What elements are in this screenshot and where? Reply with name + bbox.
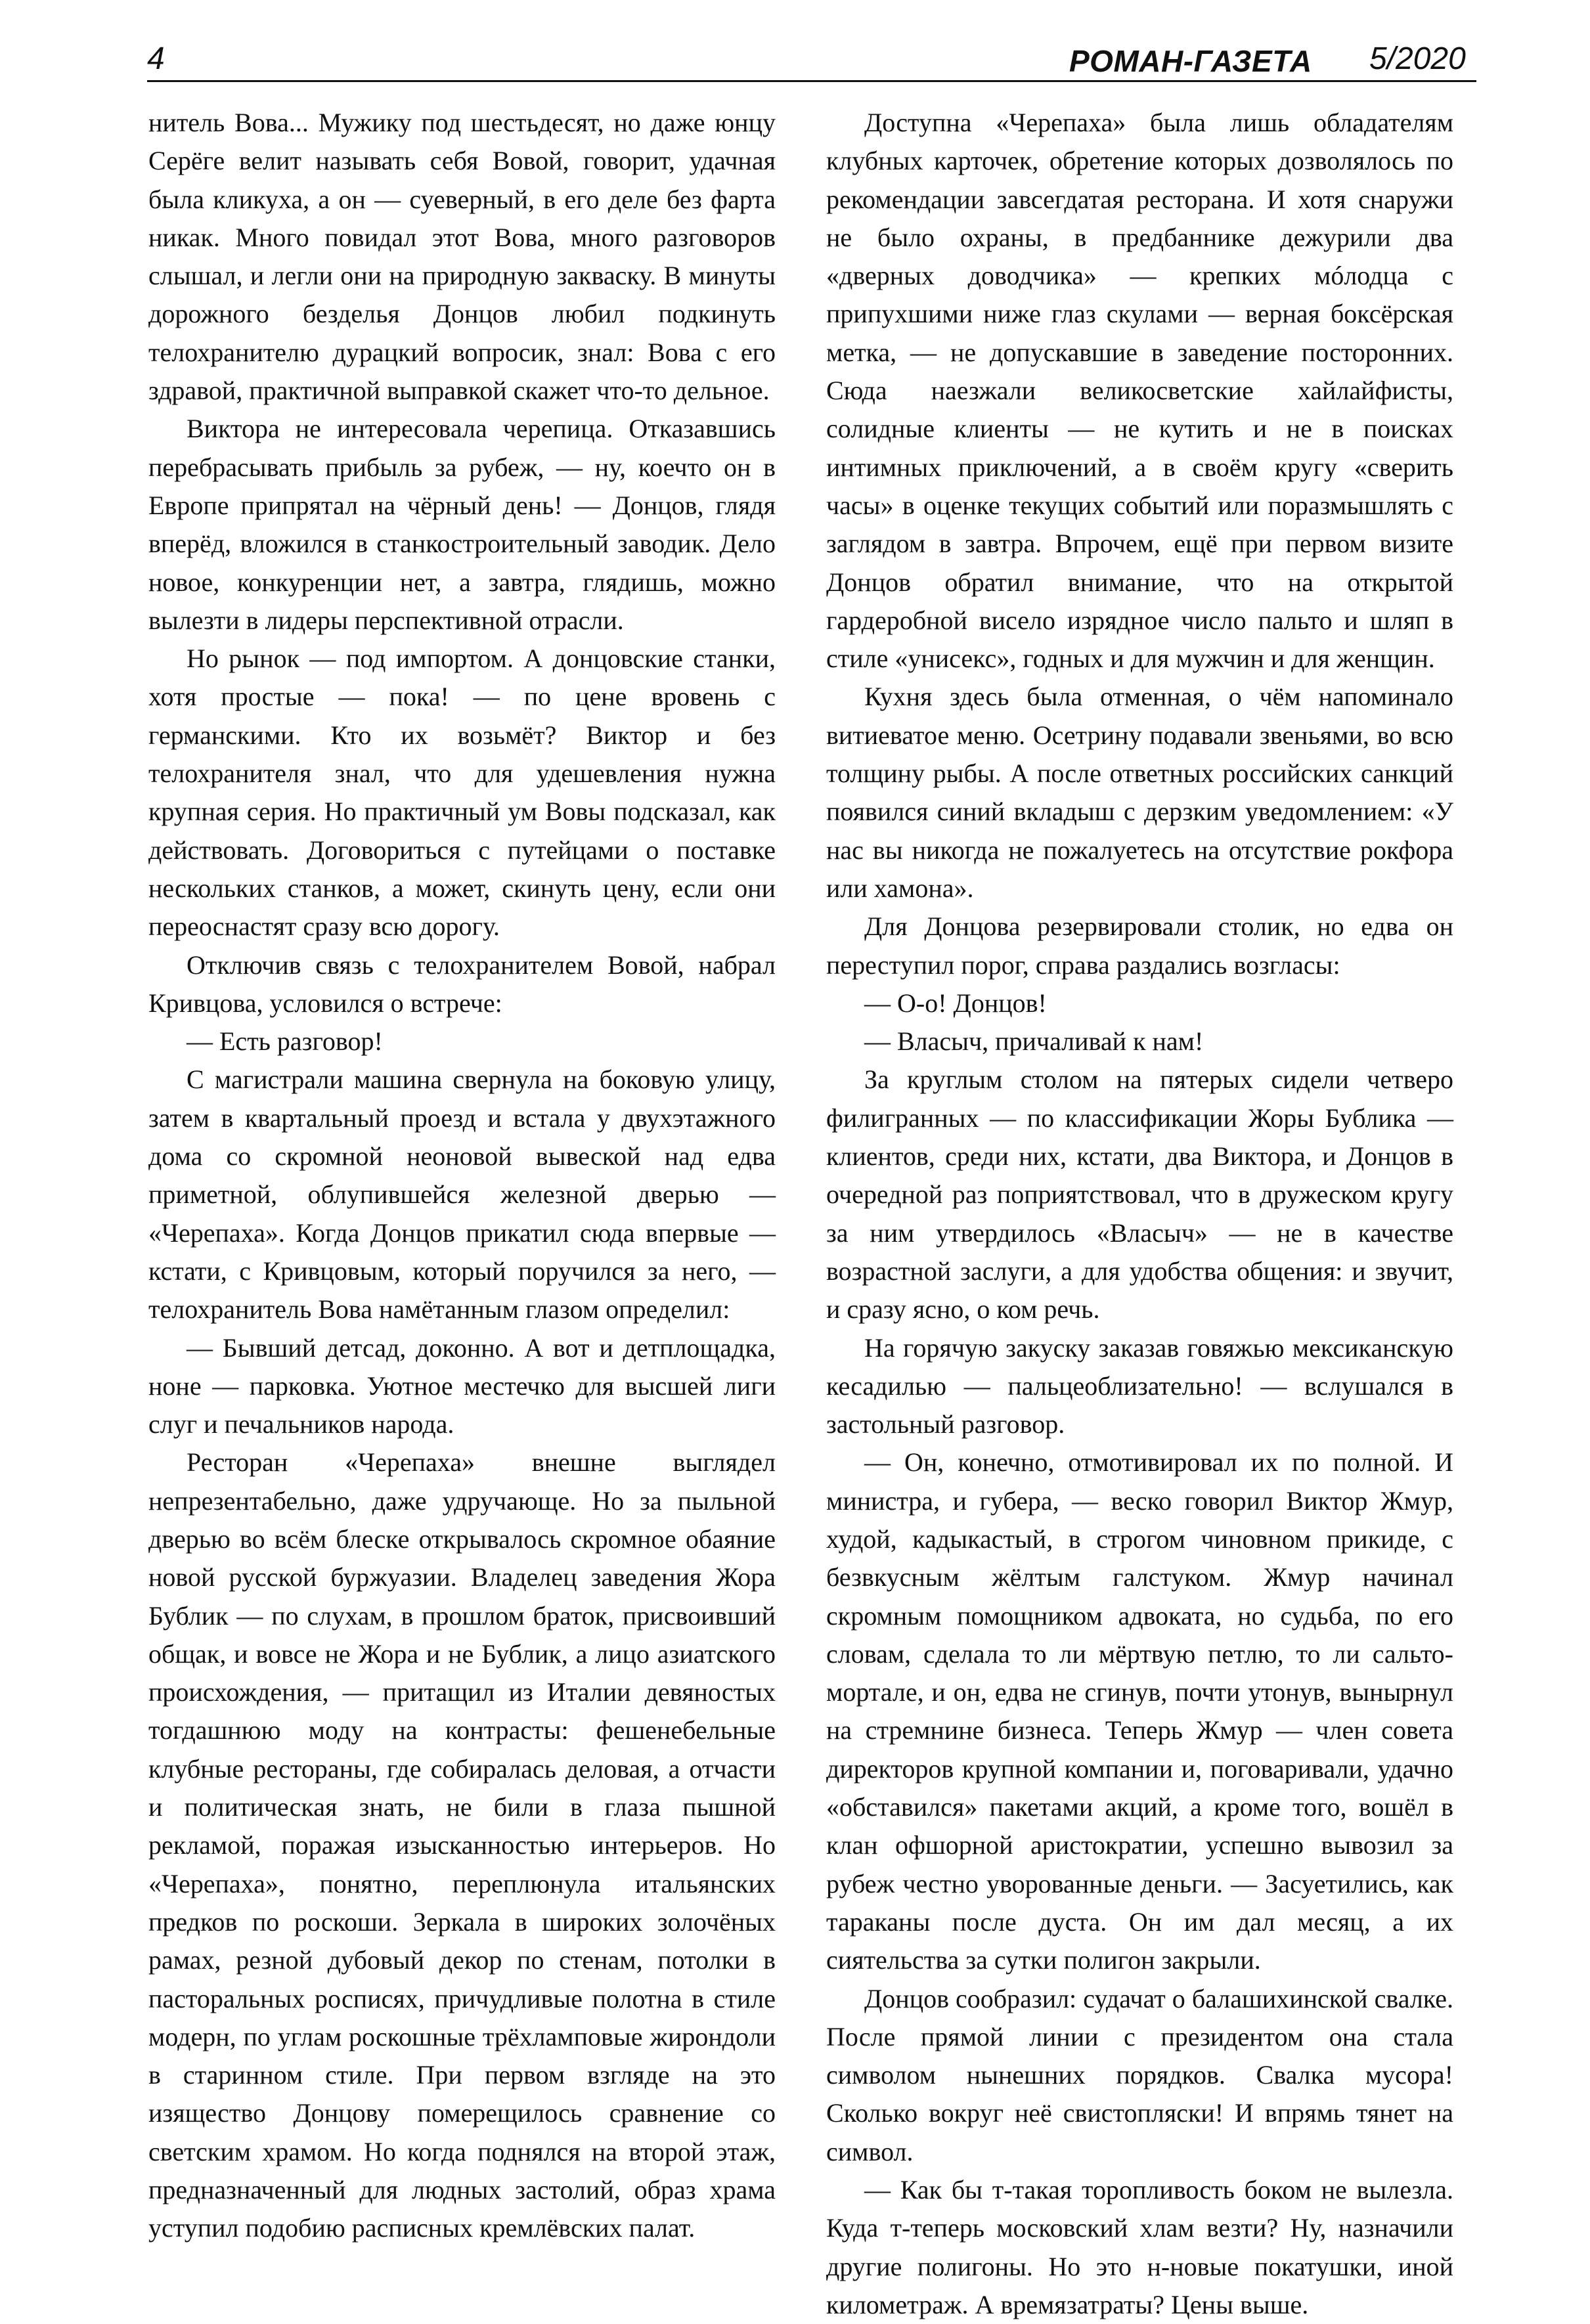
paragraph: — Власыч, причаливай к нам! <box>864 1026 1204 1057</box>
paragraph: — Как бы т-такая торопливость боком не вылезла. Куда т-теперь московский хлам везти? Ну, назначили другие полигоны. Но это н-новые покатушки, иной километраж. А времязатраты? Цены выше. <box>826 2175 1453 2319</box>
page-number: 4 <box>147 41 165 76</box>
paragraph: Виктора не интересовала черепица. Отказавшись перебрасывать прибыль за рубеж, — ну, коечто он в Европе припрятал на чёрный день! — Донцов, глядя вперёд, вложился в станкостроительный заводик. Дело новое, конкуренции нет, а завтра, глядишь, можно вылезти в лидеры перспективной отрасли. <box>148 414 776 635</box>
paragraph: Доступна «Черепаха» была лишь обладателям клубных карточек, обретение которых дозволялось по рекомендации завсегдатая ресторана. И хотя снаружи не было охраны, в предбаннике дежурили два «дверных доводчика» — крепких мóлодца с припухшими ниже глаз скулами — верная боксёрская метка, — не допускавшие в заведение посторонних. Сюда наезжали великосветские хайлайфисты, солидные клиенты — не кутить и не в поисках интимных приключений, а в своём кругу «сверить часы» в оценке текущих событий или поразмышлять с заглядом в завтра. Впрочем, ещё при первом визите Донцов обратил внимание, что на открытой гардеробной висело изрядное число пальто и шляп в стиле «унисекс», годных и для мужчин и для женщин. <box>826 108 1453 674</box>
right-column <box>826 104 1453 2324</box>
paragraph: Кухня здесь была отменная, о чём напоминало витиеватое меню. Осетрину подавали звеньями, во всю толщину рыбы. А после ответных российских санкций появился синий вкладыш с дерзким уведомлением: «У нас вы никогда не пожалуетесь на отсутствие рокфора или хамона». <box>826 682 1453 903</box>
paragraph: — Он, конечно, отмотивировал их по полной. И министра, и губера, — веско говорил Виктор Жмур, худой, кадыкастый, в строгом чиновном прикиде, с безвкусным жёлтым галстуком. Жмур начинал скромным помощником адвоката, но судьба, по его словам, сделала то ли мёртвую петлю, то ли сальто-мортале, и он, едва не сгинув, почти утонув, вынырнул на стремнине бизнеса. Теперь Жмур — член совета директоров крупной компании и, поговаривали, удачно «обставился» пакетами акций, а кроме того, вошёл в клан офшорной аристократии, успешно вывозил за рубеж честно уворованные деньги. — Засуетились, как тараканы после дуста. Он им дал месяц, а их сиятельства за сутки полигон закрыли. <box>826 1447 1453 1975</box>
paragraph: Отключив связь с телохранителем Вовой, набрал Кривцова, условился о встрече: <box>148 950 776 1018</box>
paragraph: — Бывший детсад, доконно. А вот и детплощадка, ноне — парковка. Уютное местечко для высшей лиги слуг и печальников народа. <box>148 1332 776 1439</box>
publication-title: РОМАН-ГАЗЕТА <box>1069 44 1312 78</box>
left-column <box>148 104 776 2248</box>
paragraph: Ресторан «Черепаха» внешне выглядел непрезентабельно, даже удручающе. Но за пыльной дверью во всём блеске открывалось скромное обаяние новой русской буржуазии. Владелец заведения Жора Бублик — по слухам, в прошлом браток, присвоивший общак, и вовсе не Жора и не Бублик, а лицо азиатского происхождения, — притащил из Италии девяностых тогдашнюю моду на контрасты: фешенебельные клубные рестораны, где собиралась деловая, а отчасти и политическая знать, не били в глаза пышной рекламой, поражая изысканностью интерьеров. Но «Черепаха», понятно, переплюнула итальянских предков по роскоши. Зеркала в широких золочёных рамах, резной дубовый декор по стенам, потолки в пасторальных росписях, причудливые полотна в стиле модерн, по углам роскошные трёхламповые жирондоли в старинном стиле. При первом взгляде на это изящество Донцову померещилось сравнение со светским храмом. Но когда поднялся на второй этаж, предназначенный для людных застолий, образ храма уступил подобию расписных кремлёвских палат. <box>148 1447 776 2243</box>
paragraph: нитель Вова... Мужику под шестьдесят, но даже юнцу Серёге велит называть себя Вовой, говорит, удачная была кликуха, а он — суеверный, в его деле без фарта никак. Много повидал этот Вова, много разговоров слышал, и легли они на природную закваску. В минуты дорожного безделья Донцов любил подкинуть телохранителю дурацкий вопросик, знал: Вова с его здравой, практичной выправкой скажет что-то дельное. <box>148 108 776 406</box>
paragraph: Для Донцова резервировали столик, но едва он переступил порог, справа раздались возгласы: <box>826 911 1453 980</box>
paragraph: — Есть разговор! <box>187 1026 383 1057</box>
paragraph: За круглым столом на пятерых сидели четверо филигранных — по классификации Жоры Бублика — клиентов, среди них, кстати, два Виктора, и Донцов в очередной раз поприятствовал, что в дружеском кругу за ним утвердилось «Власыч» — не в качестве возрастной заслуги, а для удобства общения: и звучит, и сразу ясно, о ком речь. <box>826 1064 1453 1325</box>
paragraph: Но рынок — под импортом. А донцовские станки, хотя простые — пока! — по цене вровень с германскими. Кто их возьмёт? Виктор и без телохранителя знал, что для удешевления нужна крупная серия. Но практичный ум Вовы подсказал, как действовать. Договориться с путейцами о поставке нескольких станков, а может, скинуть цену, если они переоснастят сразу всю дорогу. <box>148 644 776 942</box>
paragraph: С магистрали машина свернула на боковую улицу, затем в квартальный проезд и встала у двухэтажного дома со скромной неоновой вывеской над едва приметной, облупившейся железной дверью — «Черепаха». Когда Донцов прикатил сюда впервые — кстати, с Кривцовым, который поручился за него, — телохранитель Вова намётанным глазом определил: <box>148 1064 776 1325</box>
paragraph: Донцов сообразил: судачат о балашихинской свалке. После прямой линии с президентом она стала символом нынешних порядков. Свалка мусора! Сколько вокруг неё свистопляски! И впрямь тянет на символ. <box>826 1983 1453 2166</box>
issue-number: 5/2020 <box>1369 41 1466 76</box>
paragraph: На горячую закуску заказав говяжью мексиканскую кесадилью — пальцеоблизательно! — вслушался в застольный разговор. <box>826 1332 1453 1439</box>
paragraph: — О-о! Донцов! <box>864 988 1047 1018</box>
header-rule <box>147 80 1476 82</box>
